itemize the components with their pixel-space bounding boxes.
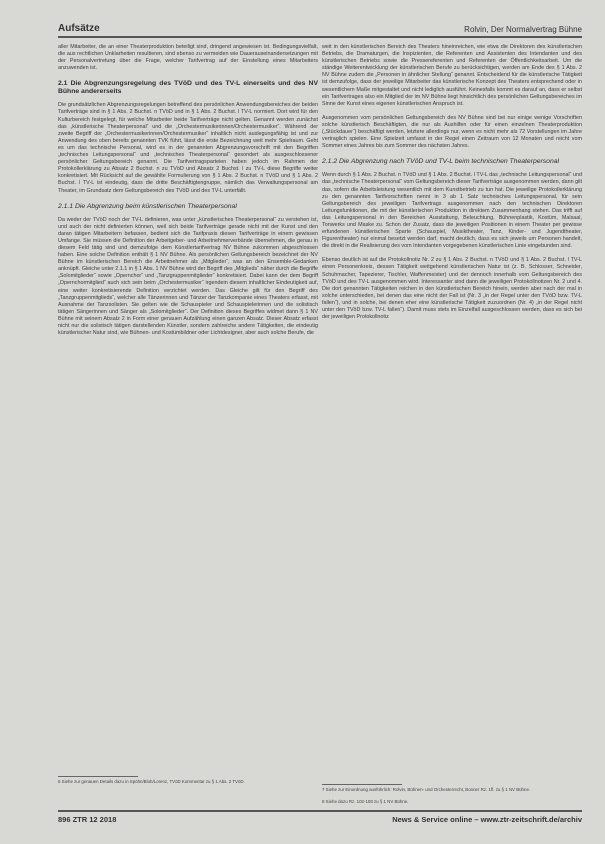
paragraph: weit in den künstlerischen Bereich des Theaters hineinreichen, wie etwa die Direktoren des künstlerischen Betriebs, die Dramaturgen, die Inspizienten, die Referenten und Assistenten des Intendanten und des künstlerischen Betriebs sowie die Pressereferenten und Referenten der Öffentlichkeitsarbeit. Um die ständige Weiterentwicklung der künstlerischen Berufe zu berücksichtigen, werden am Ende des § 1 Abs. 2 NV Bühne zudem die „Personen in ähnlicher Stellung“ genannt. Entscheidend für die künstlerische Tätigkeit ist demzufolge, dass der jeweilige Mitarbeiter das künstlerische Konzept des Theaters entsprechend oder in wesentlichem Maße mitgestaltet und nicht lediglich ausführt. Keinesfalls kommt es darauf an, dass er selbst ein Tarifvertrages also ein Mitglied der im NV Bühne liegt hinsichtlich des persönlichen Geltungsbereiches im Sinne der Kunst eines eigenen künstlerischen Anspruch ist. (322, 44, 582, 107)
paragraph: Ausgenommen vom persönlichen Geltungsbereich des NV Bühne sind bei nur einige wenige Vorschriften solche künstlerisch Beschäftigten, die nur als Aushilfen oder für einen einzelnen Theaterproduktion („Stückdauer“) beschäftigt werden, letztere allerdings nur, wenn es nicht mehr als 72 Vorstellungen im Jahre vertraglich spielen. Eine Spielzeit umfasst in der Regel einen Zeitraum von 12 Monaten und reicht vom Sommer eines Jahres bis zum Sommer des nächsten Jahres. (322, 114, 582, 150)
paragraph: aller Mitarbeiter, die an einer Theaterproduktion beteiligt sind, dringend angewiesen ist. Bedingungsvielfalt, die aus rechtlichen Unklarheiten resultieren, sind ebenso zu vermeiden wie Dauerauseinandersetzungen mit der Personalvertretung über die Frage, welcher Tarifvertrag auf der Einstellung eines Mitarbeiters anzuwenden ist. (58, 44, 318, 72)
footnote: 6 Siehe zur genauen Details dazu in Spöhn/Bloh/Lorenz, TVöD Kommentar zu § 1 Abs. 2 TVöD. (58, 779, 245, 784)
right-column (322, 44, 582, 321)
footnote: 7 Siehe zur Einordnung ausführlich: Rolvin, Bühnen- und Orchesterrecht, Bonner Rz. 1ff. zu § 1 NV Bühne. (322, 787, 531, 792)
page-number-journal: 896 ZTR 12 2018 (58, 815, 117, 824)
footnote: 8 Siehe dazu Rz. 102-108 zu § 1 NV Bühne. (322, 799, 409, 804)
paragraph: Wenn durch § 1 Abs. 2 Buchst. n TVöD und § 1 Abs. 2 Buchst. l TV-L das „technische Leitungspersonal“ und das „technische Theaterpersonal“ vom Geltungsbereich dieser Tarifverträge ausgenommen werden, dann gilt das, sofern die Arbeitsleistung wesentlich mit dem Kunstbetrieb zu tun hat. Die jeweilige Protokollerklärung zu den genannten Tarifvorschriften nennt in 3 ab 1 Satz technisches Leitungspersonal, für sein Geltungsbereich des jeweiligen Tarifvertrags ausgenommen nach den technischen Direktoren Leitungsfunktionen, die mit der künstlerischen Produktion in direktem Zusammenhang stehen. Das trifft auf das Leitungspersonal in den Bereichen Ausstattung, Beleuchtung, Bühnenplastik, Kostüm, Malsaal, Tonwerks und Maske zu. Schon der Zusatz, dass die jeweiligen Positionen in einem Theater per gewisse erfundenen künstlerischen Sparte (Schauspiel, Musiktheater, Tanz, Kinder- und Jugendtheater, Figurentheater) nur einmal besetzt werden darf, macht deutlich, dass es sich jeweils um Personen handelt, die direkt in die Realisierung des vom Intendanten vorgegebenen künstlerischen Linie eingebunden sind. (322, 172, 582, 250)
paragraph: Da weder der TVöD noch der TV-L definieren, was unter „künstlerisches Theaterpersonal“ zu verstehen ist, und auch der nicht definierten können, weil sich beide Tarifverträge gerade nicht mit der Kunst und den daran tätigen Mitarbeitern befassen, bedient sich die Tarifpraxis diesen Tarifverträge in einem gewissen Umfange. Sie müssen die Definition der Arbeitgeber- und Arbeitnehmerverbände übernehmen, die genau in diesem Feld tätig sind und demzufolge dem Künstlertarifvertrag NV Bühne zukommen abgeschlossen haben. Eine solche Definition enthält § 1 NV Bühne. Als persönlichen Geltungsbereich bezeichnet der NV Bühne im künstlerischen Bereich die Arbeitnehmer als „Mitglieder“, was an den Ensemble-Gedanken anknüpft. Gleiche unter 2.1.1 in § 1 Abs. 1 NV Bühne wird der Begriff des „Mitglieds“ näher durch die Begriffe „Solomitglieder“ sowie „Opernchor“ und „Tanzgruppenmitglieder“ konkretisiert. Dabei kann der dem Begriff „Opernchormitglied“ auch sich sein beim „Orchestermusiker“ irgendein diesem inhaltlicher Eindeutigkeit auf, eine weiter konkretisierende Definition verzichtet werden. Das Gleiche gilt für den Begriff des „Tanzgruppenmitglieds“, welcher alle Tänzerinnen und Tänzer der Tanzkompanie eines Theaters erfasst, mit Ausnahme der Tanzsolisten. Sie gelten wie die Schauspieler und Schauspielerinnen und die solistisch tätigen Sängerinnen und Sänger als „Solomitglieder“. Der Definition dieses Begriffes widmet dann § 1 NV Bühne mit seinem Absatz 2 in Form einer genauen Aufzählung einen ganzen Absatz. Dieser Absatz erfasst nicht nur die solistisch tätigen darstellenden Künstler, sondern zahlreiche andere Tätigkeiten, die eindeutig künstlerischer Natur sind, wie Bühnen- und Kostümbildner oder Lichtdesigner, aber auch solche Berufe, die (58, 216, 318, 337)
paragraph: Die grundsätzlichen Abgrenzungsregelungen betreffend des persönlichen Anwendungsbereiches der beiden Tarifverträge sind in § 1 Abs. 2 Buchst. n TVöD und in § 1 Abs. 2 Buchst. l TV-L normiert. Dort wird für den Kulturbereich festgelegt, für welche Mitarbeiter beide Tarifverträge nicht gelten. Genannt werden zunächst das „künstlerische Theaterpersonal“ und die „Orchestermusikerinnen/Orchestermusiker“. Während der zweite Begriff der „Orchestermusikerinnen/Orchestermusiker“ inhaltlich nicht auslegungsfähig ist und zur Anwendung des oben bereits genannten TVK führt, lässt die erste Bezeichnung weit mehr Spielraum. Geht es um das technische Personal, wird es in der genannten Abgrenzungsvorschrift mit den Begriffen „technisches Leitungspersonal“ und „technisches Theaterpersonal“ gesondert als ausgeschlossener persönlicher Geltungsbereich genannt. Die Tarifvertragsparteien haben jedoch im Rahmen der Protokollerklärung zu Absatz 2 Buchst. n zu TVöD und Absatz 2 Buchst. l zu TV-L diese Begriffe weiter konkretisiert. Mit Rücksicht auf die gewählte Formulierung von § 1 Abs. 2 Buchst. n TVöD und § 1 Abs. 2 Buchst. l TV-L ist eindeutig, dass die dritte Beschäftigtengruppe, nämlich das Verwaltungspersonal am Theater, im Grundsatz dem Geltungsbereich des TVöD und des TV-L unterfällt. (58, 102, 318, 194)
paragraph: Ebenso deutlich ist auf die Protokollnotiz Nr. 2 zu § 1 Abs. 2 Buchst. n TVöD und § 1 Abs. 2 Buchst. l TV-L einen Personenkreis, dessen Tätigkeit weitgehend künstlerischen Natur ist (z. B. Schlosser, Schneider, Schuhmacher, Tapezierer, Tischler, Waffenmeister) und der dennoch innerhalb vom Geltungsbereich des TVöD und des TV-L ausgenommen wird. Interessanter sind dann die jeweiligen Protokollnotizen Nr. 2 und 4. Die dort genannten Tätigkeiten reichen in den künstlerischen Bereich hinein, werden aber nach der mal in solche unterschieden, bei denen das eine nicht der Fall ist (Nr. 3 „in der Regel unter den TVöD bzw. TV-L fallen“), und in solche, bei denen eher eine künstlerische Tätigkeit zuzuordnen (Nr. 4) „in der Regel nicht unter den TVöD bzw. TV-L fallen“). Damit muss stets im Einzelfall ausgeschlossen werden, dass es sich bei der jeweiligen Protokollnotiz (322, 257, 582, 321)
footnote-rule (58, 776, 138, 777)
subsection-heading: 2.1.1 Die Abgrenzung beim künstlerischen Theaterpersonal (58, 202, 237, 210)
footnote-rule (322, 784, 402, 785)
page-footer (58, 810, 582, 826)
page-header (58, 14, 582, 38)
left-column (58, 44, 318, 337)
section-label: Aufsätze (58, 23, 100, 34)
running-title: Rolvin, Der Normalvertrag Bühne (464, 25, 582, 34)
subsection-heading: 2.1.2 Die Abgrenzung nach TVöD und TV-L beim technischen Theaterpersonal (322, 158, 560, 166)
section-heading: 2.1 Die Abgrenzungsregelung des TVöD und des TV-L einerseits und des NV Bühne andererseits (58, 80, 318, 96)
online-archive-link[interactable]: News & Service online – www.ztr-zeitschrift.de/archiv (392, 815, 582, 824)
